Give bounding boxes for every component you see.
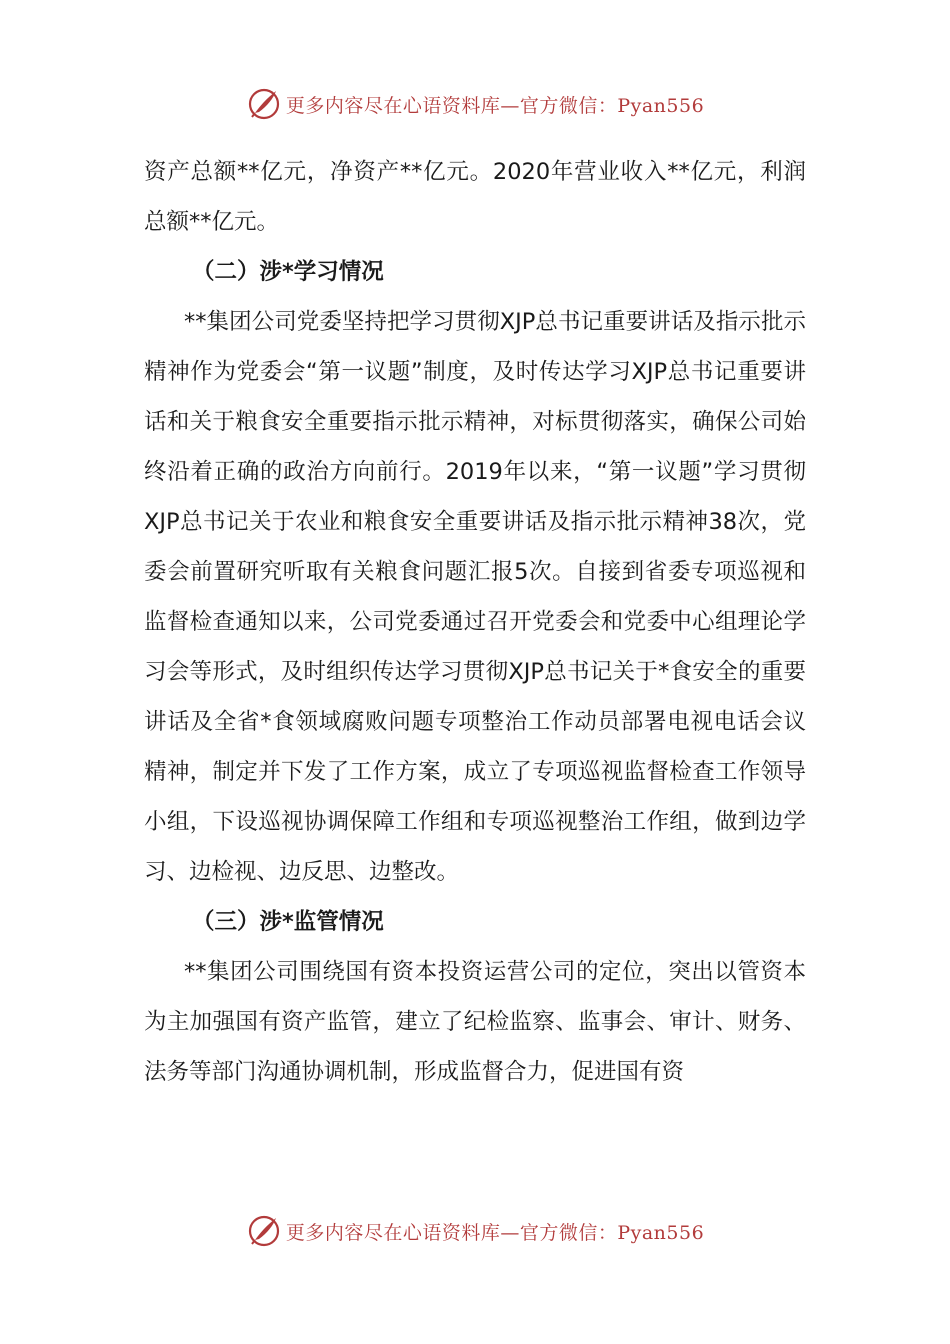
quill-logo-icon	[246, 86, 282, 122]
footer-watermark	[0, 1209, 950, 1253]
paragraph-supervision: **集团公司围绕国有资本投资运营公司的定位，突出以管资本为主加强国有资产监管，建立了纪检监察、监事会、审计、财务、法务等部门沟通协调机制，形成监督合力，促进国有资	[144, 959, 806, 1085]
paragraph-financials: 资产总额**亿元，净资产**亿元。2020年营业收入**亿元，利润总额**亿元。	[144, 159, 806, 235]
header-watermark	[0, 82, 950, 126]
quill-logo-icon	[246, 1213, 282, 1249]
section-heading-supervision: （三）涉*监管情况	[192, 909, 384, 935]
watermark-text: 更多内容尽在心语资料库—官方微信：Pyan556	[285, 94, 705, 117]
document-body	[144, 147, 806, 1097]
watermark-text: 更多内容尽在心语资料库—官方微信：Pyan556	[285, 1221, 705, 1244]
paragraph-study: **集团公司党委坚持把学习贯彻XJP总书记重要讲话及指示批示精神作为党委会“第一议题”制度，及时传达学习XJP总书记重要讲话和关于粮食安全重要指示批示精神，对标贯彻落实，确保公司始终沿着正确的政治方向前行。2019年以来，“第一议题”学习贯彻XJP总书记关于农业和粮食安全重要讲话及指示批示精神38次，党委会前置研究听取有关粮食问题汇报5次。自接到省委专项巡视和监督检查通知以来，公司党委通过召开党委会和党委中心组理论学习会等形式，及时组织传达学习贯彻XJP总书记关于*食安全的重要讲话及全省*食领域腐败问题专项整治工作动员部署电视电话会议精神，制定并下发了工作方案，成立了专项巡视监督检查工作领导小组，下设巡视协调保障工作组和专项巡视整治工作组，做到边学习、边检视、边反思、边整改。	[144, 309, 806, 885]
section-heading-study: （二）涉*学习情况	[192, 259, 384, 285]
